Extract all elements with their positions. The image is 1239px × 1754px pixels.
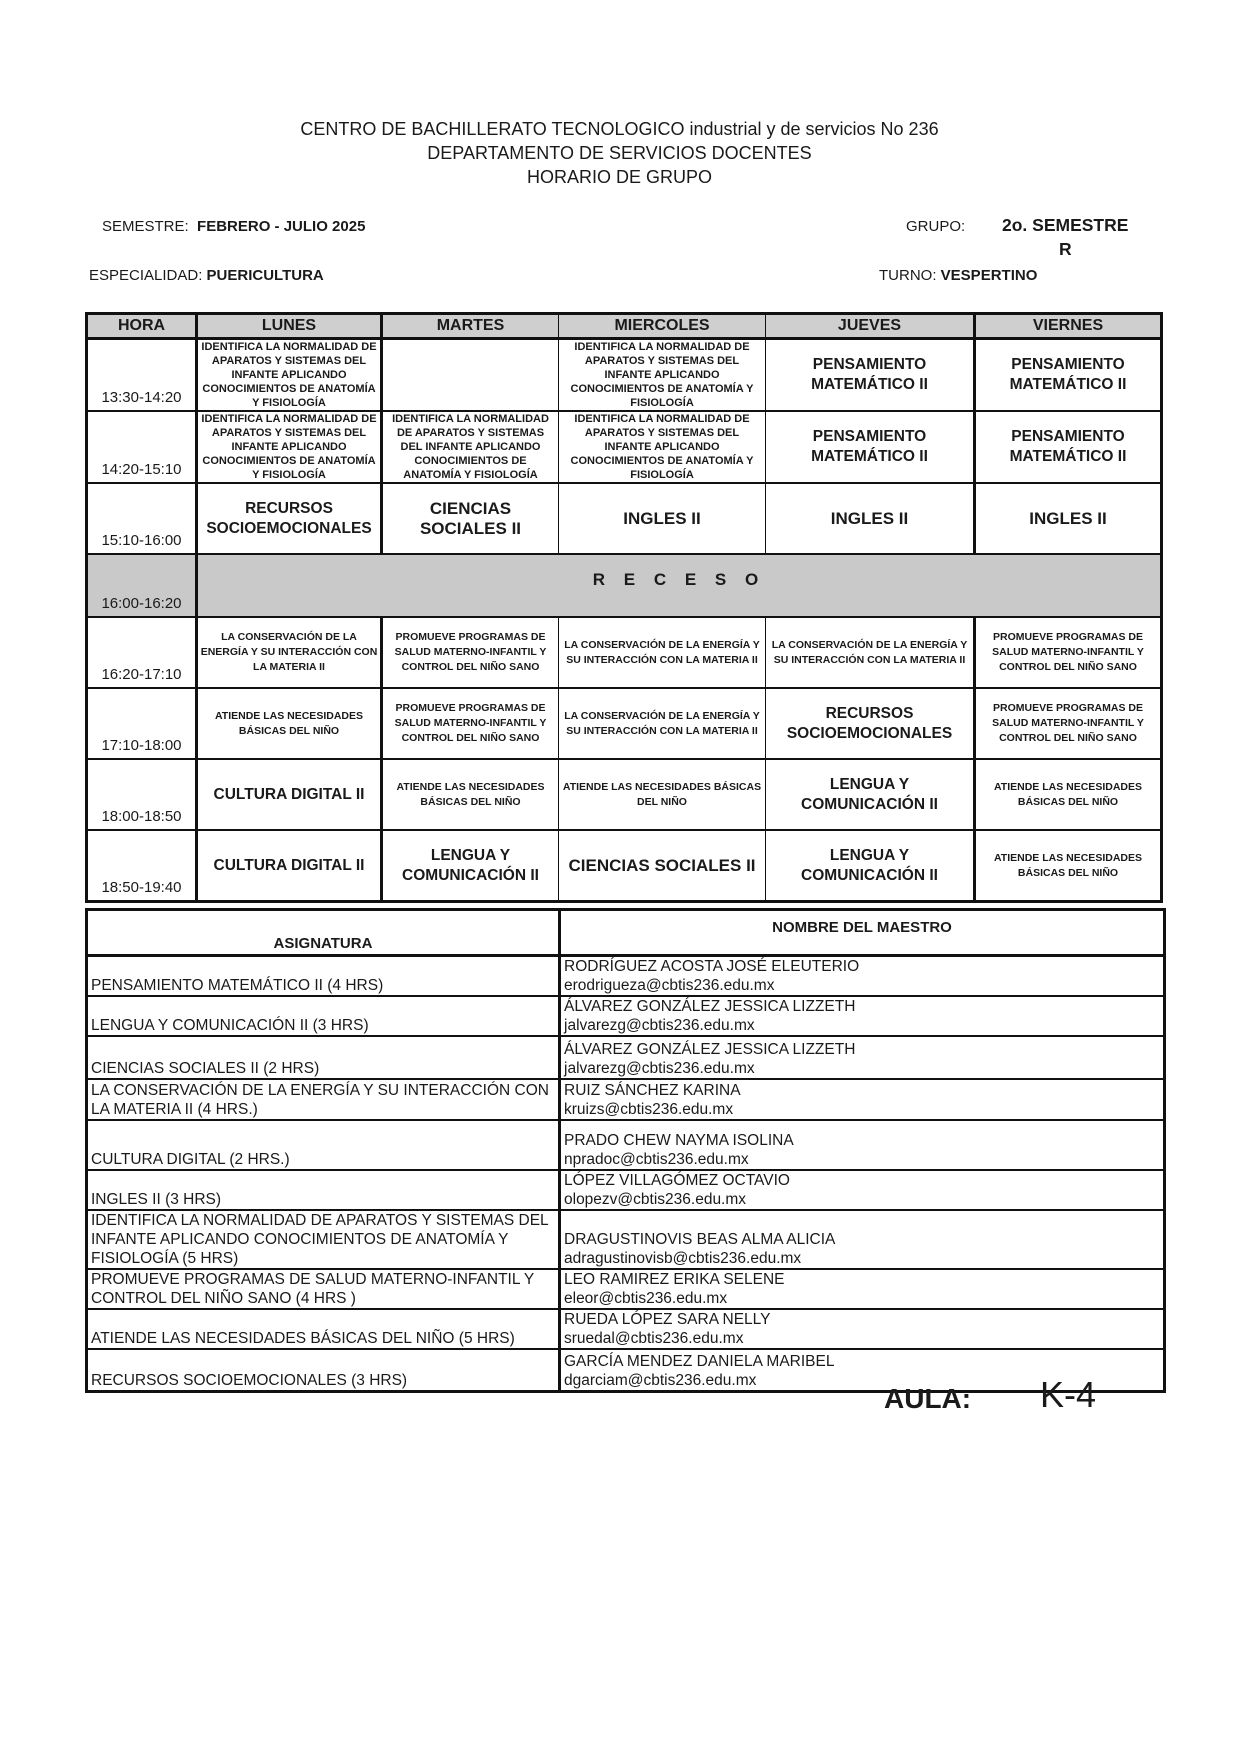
- col-header-lunes: LUNES: [197, 314, 382, 339]
- table-row: [87, 1170, 1165, 1210]
- turno-field: [879, 266, 1037, 286]
- especialidad-value: PUERICULTURA: [206, 267, 324, 284]
- teacher-email[interactable]: kruizs@cbtis236.edu.mx: [564, 1101, 734, 1118]
- especialidad-field: [89, 266, 324, 286]
- document-title: HORARIO DE GRUPO: [526, 167, 713, 187]
- col-header-hora: HORA: [87, 314, 197, 339]
- schedule-row: [87, 688, 1162, 759]
- class-cell: ATIENDE LAS NECESIDADES BÁSICAS DEL NIÑO: [975, 830, 1162, 902]
- col-header-asignatura: ASIGNATURA: [87, 910, 560, 956]
- col-header-viernes: VIERNES: [975, 314, 1162, 339]
- class-cell: CULTURA DIGITAL II: [197, 759, 382, 830]
- class-cell: [382, 339, 559, 412]
- table-row: [87, 1079, 1165, 1120]
- subject-cell: IDENTIFICA LA NORMALIDAD DE APARATOS Y SISTEMAS DEL INFANTE APLICANDO CONOCIMIENTOS DE ANATOMÍA Y FISIOLOGÍA (5 HRS): [87, 1210, 560, 1269]
- class-cell: CIENCIAS SOCIALES II: [559, 830, 766, 902]
- teacher-cell: [560, 1036, 1165, 1079]
- schedule-row: [87, 483, 1162, 554]
- class-cell: RECURSOS SOCIOEMOCIONALES: [197, 483, 382, 554]
- semestre-value: FEBRERO - JULIO 2025: [197, 218, 366, 235]
- teacher-name: ÁLVAREZ GONZÁLEZ JESSICA LIZZETH: [564, 1041, 856, 1058]
- teachers-header-row: [87, 910, 1165, 956]
- teacher-name: RODRÍGUEZ ACOSTA JOSÉ ELEUTERIO: [564, 958, 860, 975]
- semestre-label: SEMESTRE:: [102, 218, 189, 235]
- schedule-row: [87, 339, 1162, 412]
- teacher-cell: [560, 956, 1165, 997]
- class-cell: LENGUA Y COMUNICACIÓN II: [766, 830, 975, 902]
- col-header-miercoles: MIERCOLES: [559, 314, 766, 339]
- grupo-value-2: R: [1059, 239, 1072, 259]
- class-cell: LA CONSERVACIÓN DE LA ENERGÍA Y SU INTERACCIÓN CON LA MATERIA II: [559, 688, 766, 759]
- class-cell: ATIENDE LAS NECESIDADES BÁSICAS DEL NIÑO: [559, 759, 766, 830]
- time-slot: 17:10-18:00: [87, 688, 197, 759]
- class-cell: PENSAMIENTO MATEMÁTICO II: [766, 339, 975, 412]
- schedule-table: [85, 312, 1163, 903]
- subject-cell: RECURSOS SOCIOEMOCIONALES (3 HRS): [87, 1349, 560, 1391]
- schedule-row: [87, 759, 1162, 830]
- class-cell: INGLES II: [766, 483, 975, 554]
- time-slot: 18:50-19:40: [87, 830, 197, 902]
- table-row: [87, 1210, 1165, 1269]
- time-slot: 18:00-18:50: [87, 759, 197, 830]
- teacher-email[interactable]: npradoc@cbtis236.edu.mx: [564, 1151, 749, 1168]
- recess-label: R E C E S O: [592, 569, 766, 589]
- teacher-name: ÁLVAREZ GONZÁLEZ JESSICA LIZZETH: [564, 998, 856, 1015]
- turno-value: VESPERTINO: [940, 267, 1038, 284]
- teacher-email[interactable]: adragustinovisb@cbtis236.edu.mx: [564, 1250, 802, 1267]
- class-cell: LA CONSERVACIÓN DE LA ENERGÍA Y SU INTERACCIÓN CON LA MATERIA II: [766, 617, 975, 688]
- class-cell: IDENTIFICA LA NORMALIDAD DE APARATOS Y SISTEMAS DEL INFANTE APLICANDO CONOCIMIENTOS DE ANATOMÍA Y FISIOLOGÍA: [197, 339, 382, 412]
- table-row: [87, 1349, 1165, 1391]
- subject-cell: CULTURA DIGITAL (2 HRS.): [87, 1120, 560, 1170]
- class-cell: LENGUA Y COMUNICACIÓN II: [382, 830, 559, 902]
- col-header-martes: MARTES: [382, 314, 559, 339]
- teacher-name: LÓPEZ VILLAGÓMEZ OCTAVIO: [564, 1172, 790, 1189]
- subject-cell: CIENCIAS SOCIALES II (2 HRS): [87, 1036, 560, 1079]
- class-cell: IDENTIFICA LA NORMALIDAD DE APARATOS Y SISTEMAS DEL INFANTE APLICANDO CONOCIMIENTOS DE ANATOMÍA Y FISIOLOGÍA: [382, 411, 559, 483]
- class-cell: INGLES II: [559, 483, 766, 554]
- teacher-name: LEO RAMIREZ ERIKA SELENE: [564, 1271, 785, 1288]
- time-slot: 14:20-15:10: [87, 411, 197, 483]
- schedule-row: [87, 617, 1162, 688]
- subject-cell: ATIENDE LAS NECESIDADES BÁSICAS DEL NIÑO (5 HRS): [87, 1309, 560, 1349]
- class-cell: ATIENDE LAS NECESIDADES BÁSICAS DEL NIÑO: [382, 759, 559, 830]
- department-title: DEPARTAMENTO DE SERVICIOS DOCENTES: [427, 143, 812, 163]
- grupo-label: GRUPO:: [906, 218, 966, 235]
- teacher-name: PRADO CHEW NAYMA ISOLINA: [564, 1132, 794, 1149]
- teachers-table: [85, 908, 1166, 1393]
- class-cell: INGLES II: [975, 483, 1162, 554]
- class-cell: RECURSOS SOCIOEMOCIONALES: [766, 688, 975, 759]
- time-slot: 13:30-14:20: [87, 339, 197, 412]
- school-type: industrial y de servicios No 236: [684, 119, 939, 139]
- teacher-name: DRAGUSTINOVIS BEAS ALMA ALICIA: [564, 1231, 836, 1248]
- class-cell: ATIENDE LAS NECESIDADES BÁSICAS DEL NIÑO: [975, 759, 1162, 830]
- time-slot: 15:10-16:00: [87, 483, 197, 554]
- teacher-name: RUIZ SÁNCHEZ KARINA: [564, 1082, 741, 1099]
- teacher-name: GARCÍA MENDEZ DANIELA MARIBEL: [564, 1352, 835, 1370]
- grupo-value-1: 2o. SEMESTRE: [1002, 215, 1129, 235]
- table-row: [87, 1269, 1165, 1309]
- class-cell: PENSAMIENTO MATEMÁTICO II: [975, 339, 1162, 412]
- teacher-cell: [560, 1170, 1165, 1210]
- col-header-jueves: JUEVES: [766, 314, 975, 339]
- header-line-1: [0, 117, 1239, 141]
- table-row: [87, 1036, 1165, 1079]
- especialidad-label: ESPECIALIDAD:: [89, 267, 203, 284]
- class-cell: IDENTIFICA LA NORMALIDAD DE APARATOS Y SISTEMAS DEL INFANTE APLICANDO CONOCIMIENTOS DE ANATOMÍA Y FISIOLOGÍA: [559, 411, 766, 483]
- subject-cell: PROMUEVE PROGRAMAS DE SALUD MATERNO-INFANTIL Y CONTROL DEL NIÑO SANO (4 HRS ): [87, 1269, 560, 1309]
- subject-cell: INGLES II (3 HRS): [87, 1170, 560, 1210]
- class-cell: LENGUA Y COMUNICACIÓN II: [766, 759, 975, 830]
- school-name: CENTRO DE BACHILLERATO TECNOLOGICO: [300, 119, 685, 139]
- recess-row: [87, 554, 1162, 617]
- teacher-cell: [560, 996, 1165, 1036]
- teacher-cell: [560, 1269, 1165, 1309]
- subject-cell: LENGUA Y COMUNICACIÓN II (3 HRS): [87, 996, 560, 1036]
- class-cell: PENSAMIENTO MATEMÁTICO II: [766, 411, 975, 483]
- aula-value: K-4: [1040, 1374, 1097, 1415]
- subject-cell: LA CONSERVACIÓN DE LA ENERGÍA Y SU INTERACCIÓN CON LA MATERIA II (4 HRS.): [87, 1079, 560, 1120]
- teacher-email[interactable]: eleor@cbtis236.edu.mx: [564, 1290, 728, 1307]
- schedule-row: [87, 411, 1162, 483]
- table-row: [87, 956, 1165, 997]
- class-cell: LA CONSERVACIÓN DE LA ENERGÍA Y SU INTERACCIÓN CON LA MATERIA II: [559, 617, 766, 688]
- teacher-cell: [560, 1210, 1165, 1269]
- aula-label: AULA:: [884, 1383, 972, 1414]
- class-cell: CULTURA DIGITAL II: [197, 830, 382, 902]
- teacher-cell: [560, 1120, 1165, 1170]
- class-cell: PROMUEVE PROGRAMAS DE SALUD MATERNO-INFANTIL Y CONTROL DEL NIÑO SANO: [382, 688, 559, 759]
- class-cell: PROMUEVE PROGRAMAS DE SALUD MATERNO-INFANTIL Y CONTROL DEL NIÑO SANO: [382, 617, 559, 688]
- teacher-email[interactable]: dgarciam@cbtis236.edu.mx: [564, 1371, 757, 1389]
- teacher-email[interactable]: olopezv@cbtis236.edu.mx: [564, 1191, 747, 1208]
- class-cell: CIENCIAS SOCIALES II: [382, 483, 559, 554]
- recess-cell: [197, 554, 1162, 617]
- class-cell: PROMUEVE PROGRAMAS DE SALUD MATERNO-INFANTIL Y CONTROL DEL NIÑO SANO: [975, 688, 1162, 759]
- subject-cell: PENSAMIENTO MATEMÁTICO II (4 HRS): [87, 956, 560, 997]
- time-slot: 16:00-16:20: [87, 554, 197, 617]
- table-row: [87, 996, 1165, 1036]
- time-slot: 16:20-17:10: [87, 617, 197, 688]
- col-header-maestro: NOMBRE DEL MAESTRO: [560, 910, 1165, 956]
- class-cell: ATIENDE LAS NECESIDADES BÁSICAS DEL NIÑO: [197, 688, 382, 759]
- class-cell: PROMUEVE PROGRAMAS DE SALUD MATERNO-INFANTIL Y CONTROL DEL NIÑO SANO: [975, 617, 1162, 688]
- class-cell: PENSAMIENTO MATEMÁTICO II: [975, 411, 1162, 483]
- semestre-field: [102, 217, 365, 237]
- teacher-email[interactable]: jalvarezg@cbtis236.edu.mx: [564, 1060, 755, 1077]
- turno-label: TURNO:: [879, 267, 937, 284]
- table-row: [87, 1309, 1165, 1349]
- teacher-cell: [560, 1079, 1165, 1120]
- class-cell: LA CONSERVACIÓN DE LA ENERGÍA Y SU INTERACCIÓN CON LA MATERIA II: [197, 617, 382, 688]
- schedule-header-row: [87, 314, 1162, 339]
- teacher-email[interactable]: jalvarezg@cbtis236.edu.mx: [564, 1017, 755, 1034]
- teacher-name: RUEDA LÓPEZ SARA NELLY: [564, 1311, 771, 1328]
- table-row: [87, 1120, 1165, 1170]
- schedule-row: [87, 830, 1162, 902]
- teacher-email[interactable]: erodrigueza@cbtis236.edu.mx: [564, 977, 775, 994]
- teacher-cell: [560, 1309, 1165, 1349]
- teacher-email[interactable]: sruedal@cbtis236.edu.mx: [564, 1330, 744, 1347]
- class-cell: IDENTIFICA LA NORMALIDAD DE APARATOS Y SISTEMAS DEL INFANTE APLICANDO CONOCIMIENTOS DE ANATOMÍA Y FISIOLOGÍA: [559, 339, 766, 412]
- class-cell: IDENTIFICA LA NORMALIDAD DE APARATOS Y SISTEMAS DEL INFANTE APLICANDO CONOCIMIENTOS DE ANATOMÍA Y FISIOLOGÍA: [197, 411, 382, 483]
